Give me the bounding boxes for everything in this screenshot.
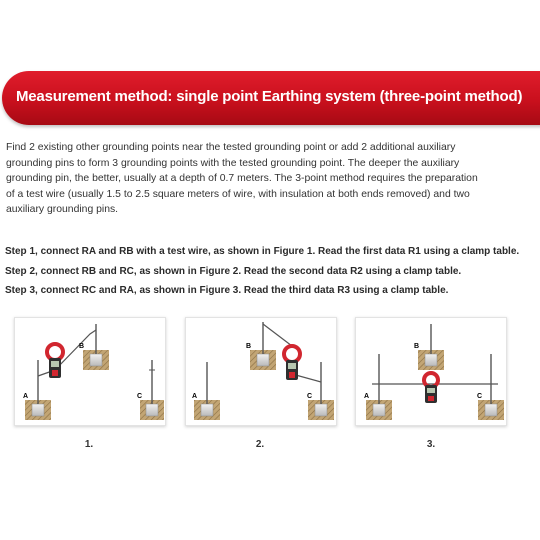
step-3: Step 3, connect RC and RA, as shown in Figure 3. Read the third data R3 using a clamp table. (5, 285, 449, 296)
figure-1-caption: 1. (84, 439, 94, 450)
svg-text:C: C (307, 393, 313, 400)
intro-line: auxiliary grounding pins. (6, 204, 119, 216)
intro-paragraph (6, 140, 540, 218)
title-banner (2, 71, 540, 125)
figure-1 (14, 317, 166, 426)
intro-line: Find 2 existing other grounding points near the tested grounding point or add 2 additional auxiliary (6, 142, 456, 153)
svg-text:A: A (364, 393, 370, 400)
clamp-meter (47, 344, 63, 378)
svg-text:A: A (192, 393, 198, 400)
banner-title: Measurement method: single point Earthing system (three-point method) (16, 88, 523, 105)
intro-line: of a test wire (usually 1.5 to 2.5 square meters of wire, with insulation at both ends removed) and two (6, 188, 470, 200)
svg-text:A: A (23, 393, 29, 400)
svg-text:B: B (246, 343, 252, 350)
figure-3-caption: 3. (426, 439, 436, 450)
figure-3 (355, 317, 507, 426)
steps-list (5, 242, 540, 301)
figure-2-caption: 2. (255, 439, 265, 450)
svg-text:C: C (477, 393, 483, 400)
svg-text:C: C (137, 393, 143, 400)
step-2: Step 2, connect RB and RC, as shown in Figure 2. Read the second data R2 using a clamp table. (5, 265, 462, 277)
figure-2 (185, 317, 337, 426)
svg-text:B: B (79, 343, 85, 350)
intro-line: grounding pins to form 3 grounding points with the tested grounding point. The deeper the auxiliary (6, 157, 460, 169)
step-1: Step 1, connect RA and RB with a test wire, as shown in Figure 1. Read the first data R1 using a clamp table. (5, 246, 520, 257)
intro-line: grounding pin, the better, usually at a depth of 0.7 meters. The 3-point method requires the preparation (6, 173, 478, 185)
clamp-meter (284, 346, 300, 380)
svg-text:B: B (414, 343, 420, 350)
clamp-meter (424, 373, 438, 403)
